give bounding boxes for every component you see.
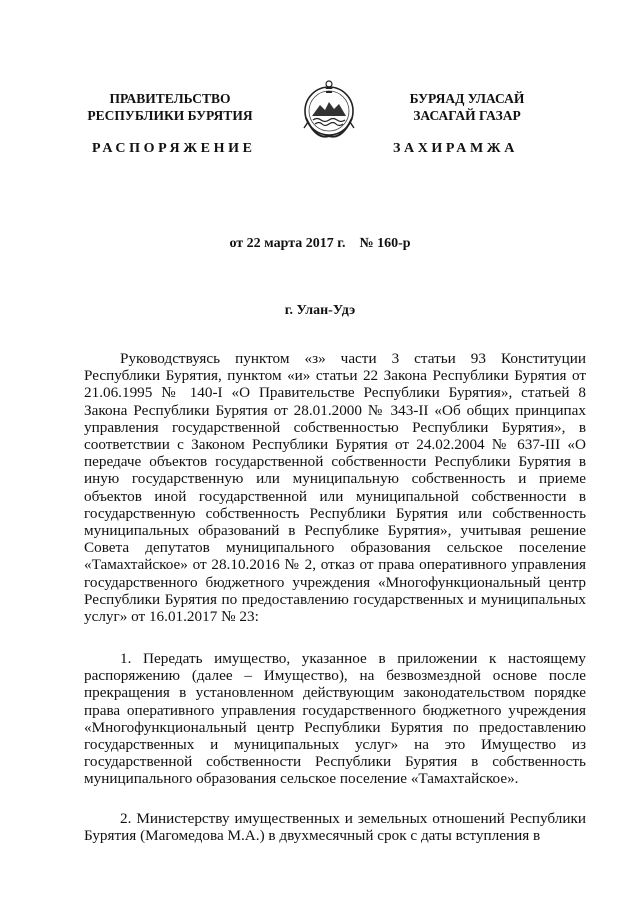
document-date-line xyxy=(0,236,640,252)
issuer-line-2: РЕСПУБЛИКИ БУРЯТИЯ xyxy=(87,108,253,123)
issuer-block-buryat xyxy=(362,90,572,124)
preamble-paragraph: Руководствуясь пунктом «з» части 3 статьи 93 Конституции Республики Бурятия, пунктом «и» статьи 22 Закона Республики Бурятия от 21.06.1995 № 140-I «О Правительстве Республики Бурятия», статьей 8 Закона Республики Бурятия от 28.01.2000 № 343-II «Об общих принципах управления государственной собственностью Республики Бурятия», в соответствии с Законом Республики Бурятия от 24.02.2004 № 637-III «О передаче объектов государственной собственности Республики Бурятия в иную государственную или муниципальную собственность и приеме объектов иной государственной или муниципальной собственности в государственную собственность Республики Бурятия или собственность муниципальных образований в Республике Бурятия», учитывая решение Совета депутатов муниципального образования сельское поселение «Тамахтайское» от 28.10.2016 № 2, отказ от права оперативного управления государственного бюджетного учреждения «Многофункциональный центр Республики Бурятия по предоставлению государственных и муниципальных услуг» от 16.01.2017 № 23: xyxy=(84,350,586,626)
document-number: № 160-р xyxy=(359,236,411,251)
document-city: г. Улан-Удэ xyxy=(284,303,356,318)
document-type-buryat: ЗАХИРАМЖА xyxy=(393,141,518,156)
issuer-block-russian xyxy=(60,90,280,124)
clause-2-paragraph: 2. Министерству имущественных и земельных отношений Республики Бурятия (Магомедова М.А.) в двухмесячный срок с даты вступления в xyxy=(84,810,586,845)
issuer-line-2-buryat: ЗАСАГАЙ ГАЗАР xyxy=(413,108,521,123)
coat-of-arms-buryatia-icon xyxy=(300,78,358,140)
issuer-line-1: ПРАВИТЕЛЬСТВО xyxy=(109,91,231,106)
document-type-russian: РАСПОРЯЖЕНИЕ xyxy=(92,141,256,156)
document-date: от 22 марта 2017 г. xyxy=(229,236,346,251)
issuer-line-1-buryat: БУРЯАД УЛАСАЙ xyxy=(409,91,525,106)
clause-1-paragraph: 1. Передать имущество, указанное в приложении к настоящему распоряжению (далее – Имущество), на безвозмездной основе после прекращения в установленном действующим законодательством порядке права оперативного управления государственного бюджетного учреждения «Многофункциональный центр Республики Бурятия по предоставлению государственных и муниципальных услуг» на это Имущество из государственной собственности Республики Бурятия в собственность муниципального образования сельское поселение «Тамахтайское». xyxy=(84,650,586,788)
